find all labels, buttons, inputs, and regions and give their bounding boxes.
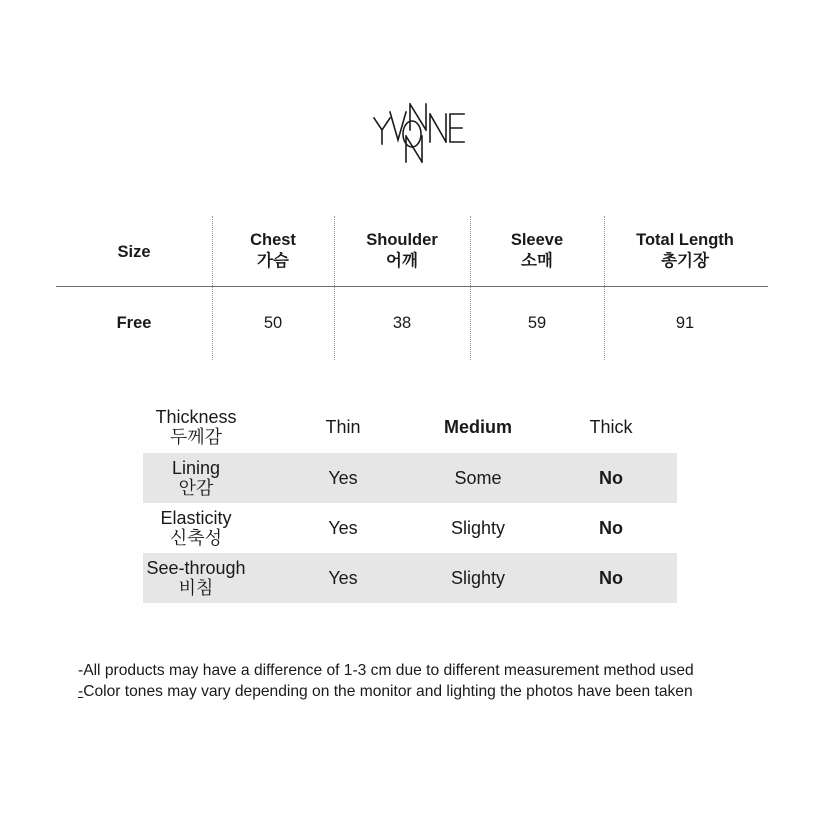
header-rule — [56, 286, 768, 287]
disclaimer-notes — [78, 660, 694, 702]
fabric-option: Yes — [328, 467, 358, 488]
fabric-label-en: Lining — [171, 458, 221, 478]
fabric-option-selected: No — [599, 517, 623, 538]
fabric-label — [143, 503, 249, 553]
row-size-free: Free — [116, 314, 152, 332]
header-chest-en: Chest — [250, 231, 296, 249]
header-sleeve-kr: 소매 — [521, 252, 553, 270]
note-measurement: -All products may have a difference of 1-3 cm due to different measurement method used — [78, 662, 694, 679]
header-chest-kr: 가슴 — [257, 252, 289, 270]
fabric-table — [143, 402, 677, 604]
fabric-option: Thin — [325, 416, 361, 437]
header-shoulder-kr: 어깨 — [386, 252, 418, 270]
fabric-label — [143, 402, 249, 452]
fabric-label-en: See-through — [146, 558, 246, 578]
value-shoulder: 38 — [392, 314, 412, 332]
fabric-option-selected: No — [599, 467, 623, 488]
fabric-option: Yes — [328, 567, 358, 588]
fabric-option-selected: No — [599, 567, 623, 588]
header-total-length-kr: 총기장 — [661, 252, 709, 270]
fabric-option: Thick — [589, 416, 633, 437]
brand-logo-mark — [372, 100, 470, 166]
fabric-label-kr: 안감 — [178, 478, 214, 498]
header-sleeve — [470, 230, 604, 272]
fabric-label-en: Elasticity — [160, 508, 232, 528]
value-sleeve: 59 — [527, 314, 547, 332]
fabric-label-kr: 비침 — [178, 578, 214, 598]
fabric-label — [143, 553, 249, 603]
note-dash: - — [78, 683, 84, 700]
value-total-length: 91 — [675, 314, 695, 332]
fabric-row-see-through — [143, 553, 677, 603]
fabric-option: Some — [454, 467, 502, 488]
value-chest: 50 — [263, 314, 283, 332]
fabric-row-lining — [143, 453, 677, 503]
note-color-tones — [78, 681, 694, 702]
header-chest — [212, 230, 334, 272]
fabric-label-kr: 두께감 — [169, 427, 223, 447]
brand-logo — [372, 100, 470, 166]
header-shoulder — [334, 230, 470, 272]
fabric-option-selected: Medium — [443, 416, 512, 437]
fabric-option: Yes — [328, 517, 358, 538]
header-size: Size — [117, 243, 151, 261]
header-shoulder-en: Shoulder — [366, 231, 438, 249]
header-total-length-en: Total Length — [636, 231, 734, 249]
size-table — [56, 216, 768, 362]
fabric-row-elasticity — [143, 503, 677, 553]
fabric-option: Slighty — [450, 517, 506, 538]
fabric-row-thickness — [143, 402, 677, 452]
fabric-label-en: Thickness — [155, 407, 237, 427]
header-sleeve-en: Sleeve — [510, 231, 564, 249]
header-total-length — [604, 230, 766, 272]
note-color-text: Color tones may vary depending on the monitor and lighting the photos have been taken — [83, 683, 693, 700]
fabric-option: Slighty — [450, 567, 506, 588]
fabric-label — [143, 453, 249, 503]
fabric-label-kr: 신축성 — [169, 528, 223, 548]
